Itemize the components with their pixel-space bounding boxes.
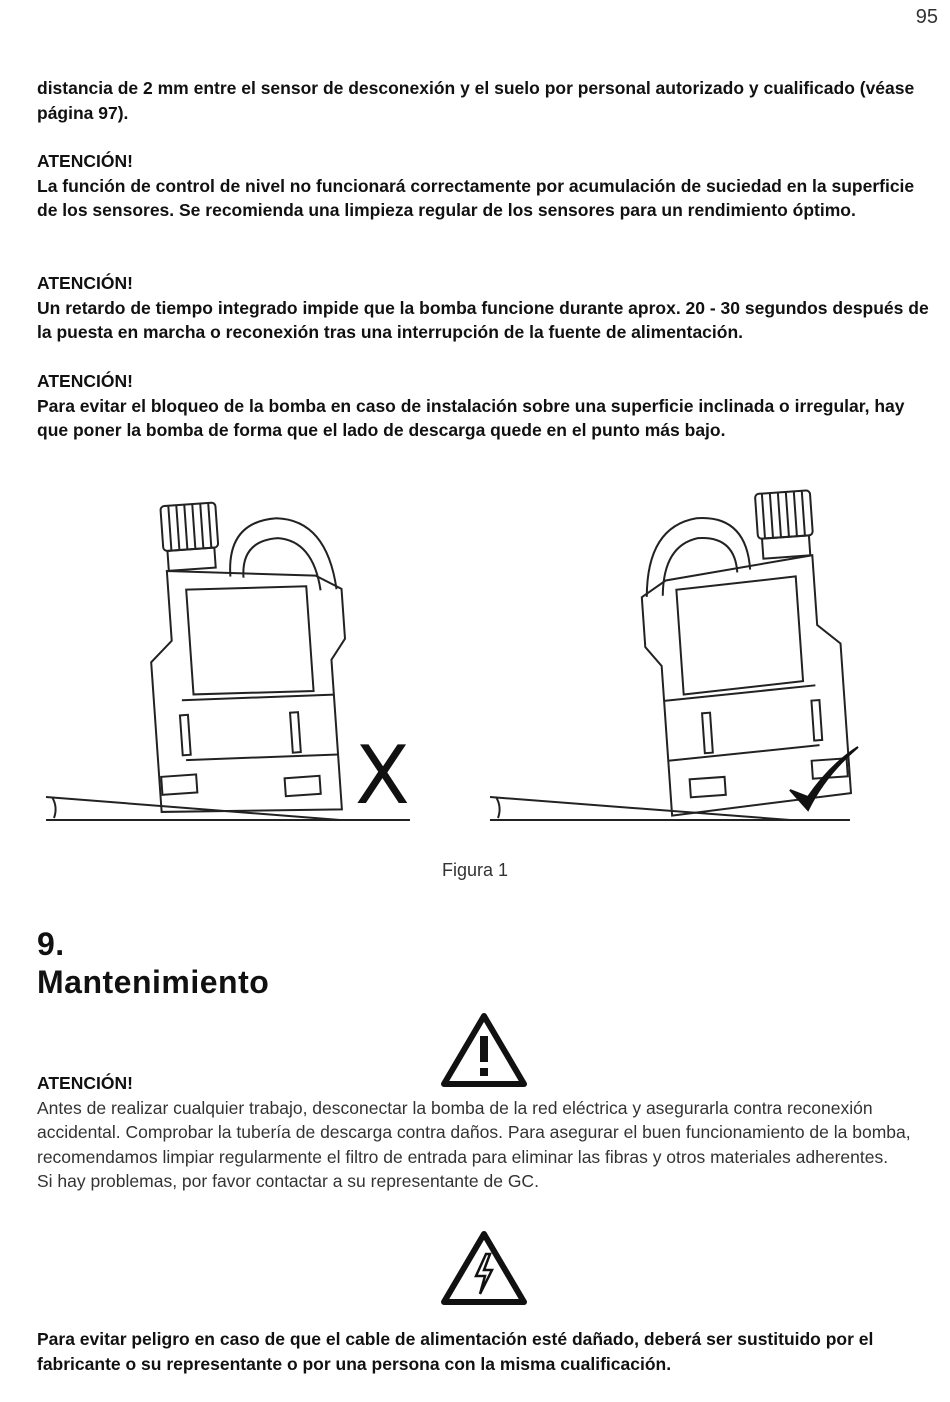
check-mark-icon (790, 747, 858, 810)
pump-body (140, 494, 356, 822)
high-voltage-icon (440, 1230, 528, 1306)
section-title: Mantenimiento (37, 964, 270, 1000)
warning-title: ATENCIÓN! (37, 151, 133, 171)
maintenance-title: ATENCIÓN! (37, 1073, 133, 1093)
page-number: 95 (915, 6, 938, 28)
warning-text: La función de control de nivel no funcionará correctamente por acumulación de suciedad en la superficie de los sensores. Se recomienda una limpieza regular de los sensores para un rendimiento óptimo. (37, 175, 915, 220)
wrong-mark: X (355, 729, 410, 822)
maintenance-text: Antes de realizar cualquier trabajo, desconectar la bomba de la red eléctrica y asegurarla contra reconexión accidental. Comprobar la tubería de descarga contra daños. Para asegurar el buen funcionamiento de la bomba, recomendamos limpiar regularmente el filtro de entrada para eliminar las fibras y otros materiales adherentes. (37, 1097, 911, 1167)
warning-text: Para evitar el bloqueo de la bomba en caso de instalación sobre una superficie inclinada o irregular, hay que poner la bomba de forma que el lado de descarga quede en el punto más bajo. (37, 395, 905, 440)
maintenance-contact: Si hay problemas, por favor contactar a su representante de GC. (37, 1171, 539, 1191)
section-heading (37, 925, 269, 1001)
final-warning-text: Para evitar peligro en caso de que el cable de alimentación esté dañado, deberá ser sustituido por el fabricante o su representante o por una persona con la misma cualificación. (37, 1329, 874, 1374)
warning-block-2 (37, 271, 932, 345)
maintenance-block (37, 1071, 932, 1194)
incline-line (46, 797, 340, 820)
warning-title: ATENCIÓN! (37, 273, 133, 293)
warning-block-1 (37, 149, 932, 223)
angle-arc (52, 797, 56, 818)
pump-correct-installation (490, 489, 858, 820)
angle-arc (496, 797, 500, 818)
pump-body (635, 489, 851, 817)
incline-line (490, 797, 790, 820)
warning-title: ATENCIÓN! (37, 371, 133, 391)
intro-text: distancia de 2 mm entre el sensor de desconexión y el suelo por personal autorizado y cualificado (véase página 97). (37, 78, 915, 123)
pump-wrong-installation (46, 494, 410, 822)
figure-1-illustration (40, 485, 860, 835)
warning-text: Un retardo de tiempo integrado impide que la bomba funcione durante aprox. 20 - 30 segundos después de la puesta en marcha o reconexión tras una interrupción de la fuente de alimentación. (37, 297, 929, 342)
warning-block-3 (37, 369, 932, 443)
section-number: 9. (37, 926, 65, 962)
figure-caption: Figura 1 (441, 860, 509, 880)
